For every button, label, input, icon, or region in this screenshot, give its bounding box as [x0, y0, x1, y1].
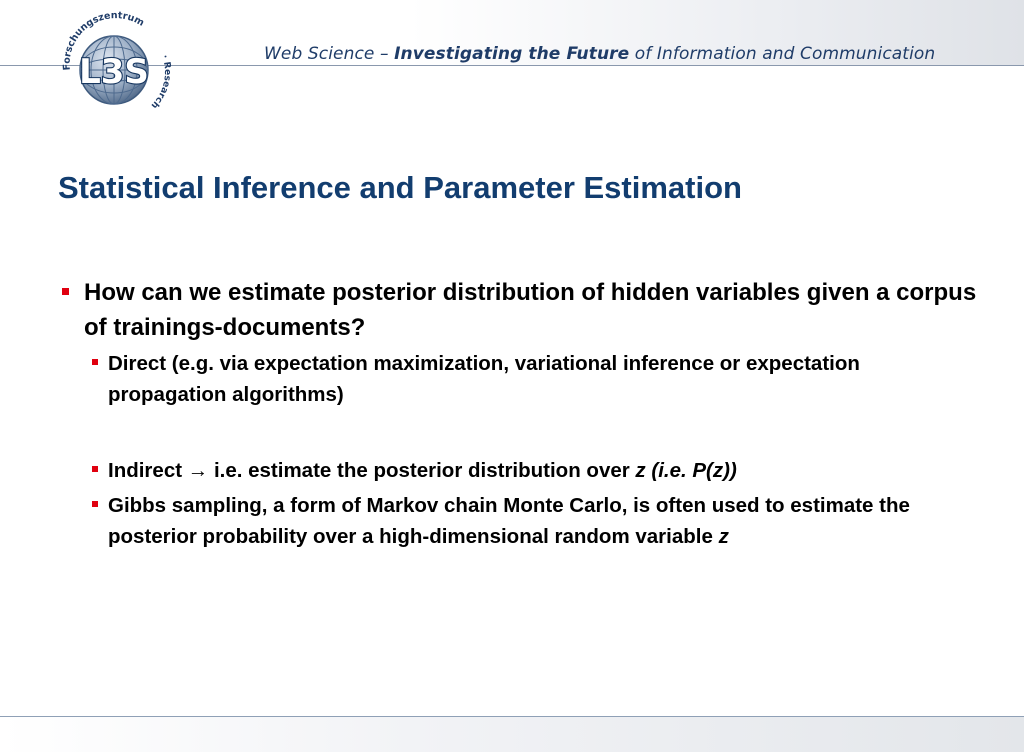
bullet-marker-icon [92, 359, 98, 365]
globe-icon [56, 8, 174, 118]
bullet-marker-icon [62, 288, 69, 295]
footer-band [0, 717, 1024, 752]
slide-body [62, 275, 982, 552]
logo-ring-text: Forschungszentrum [61, 10, 146, 71]
tagline-highlight: Investigating the Future [394, 44, 630, 64]
header-tagline [264, 44, 1004, 64]
sub-bullet-item [92, 348, 982, 410]
logo-wordmark: L3S [79, 52, 149, 92]
sub-bullet-item [92, 490, 982, 552]
tagline-suffix: of Information and Communication [629, 44, 936, 64]
bullet-item [62, 275, 982, 345]
logo-ring-text-side: · Research [148, 53, 172, 111]
bullet-text: How can we estimate posterior distribution of hidden variables given a corpus of trainings-documents? [84, 279, 977, 341]
slide-title: Statistical Inference and Parameter Estimation [58, 170, 742, 205]
arrow-right-icon: → [187, 459, 209, 482]
tagline-prefix: Web Science – [264, 44, 395, 64]
bullet-marker-icon [92, 466, 98, 472]
sub-bullet-text-cont: i.e. estimate the posterior distribution over [208, 459, 636, 482]
variable-z: z [718, 525, 729, 548]
sub-bullet-text: Gibbs sampling, a form of Markov chain Monte Carlo, is often used to estimate the posterior probability over a high-dimensional random variable [108, 494, 910, 548]
sub-bullet-item [92, 455, 982, 486]
sub-bullet-text: Indirect [108, 459, 188, 482]
sub-bullet-text: Direct (e.g. via expectation maximization, variational inference or expectation propagation algorithms) [108, 352, 860, 406]
l3s-logo [56, 8, 174, 118]
variable-z: z [635, 459, 646, 482]
probability-notation: (i.e. P(z)) [645, 459, 737, 482]
bullet-marker-icon [92, 501, 98, 507]
